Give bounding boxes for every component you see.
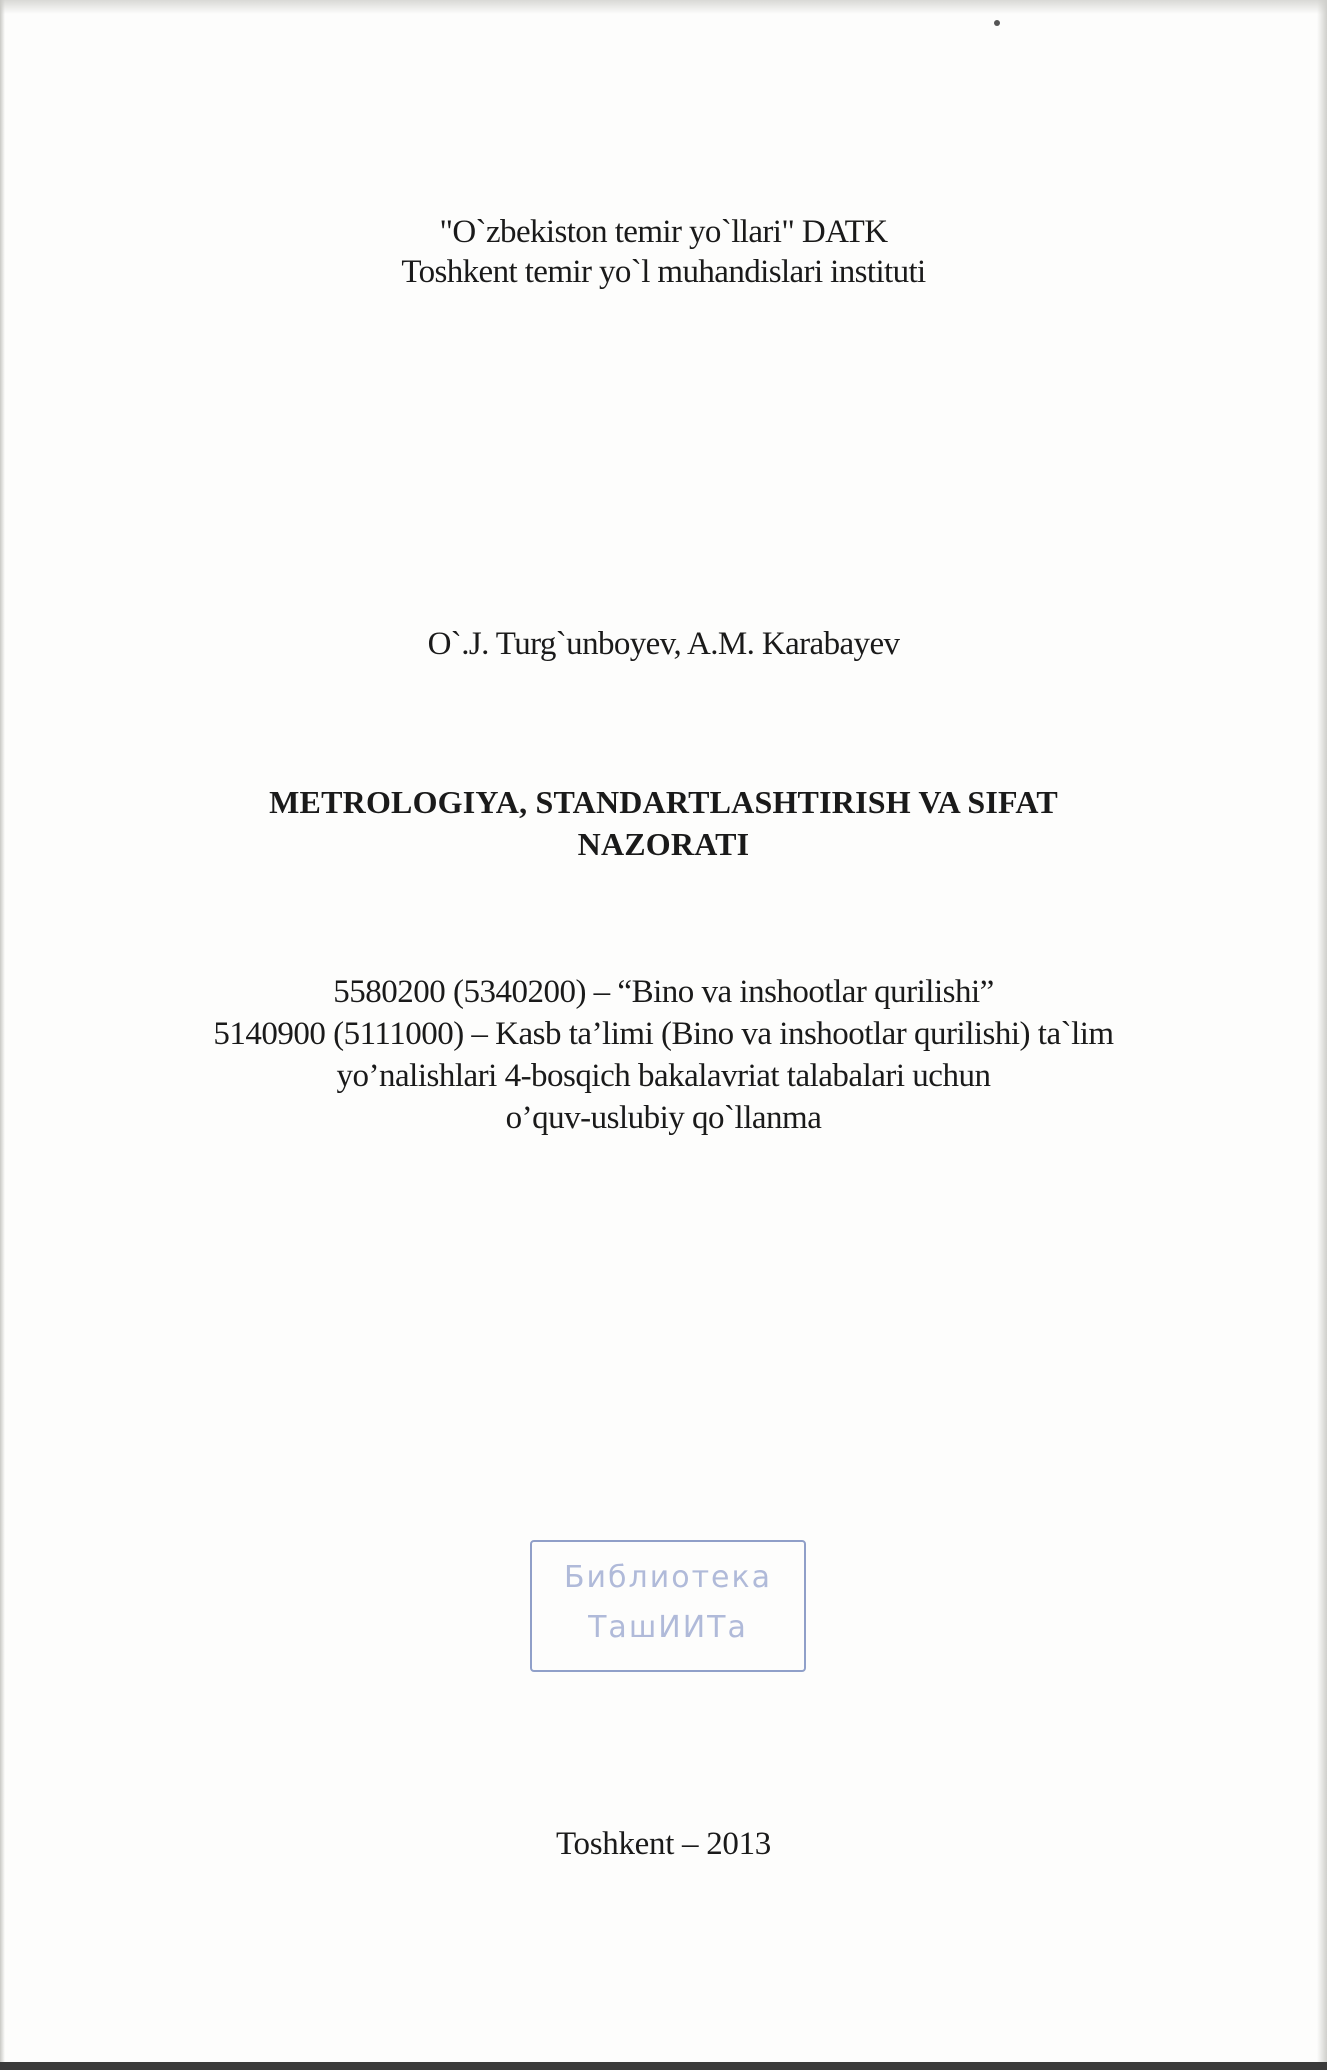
- authors: O`.J. Turg`unboyev, A.M. Karabayev: [427, 626, 900, 662]
- scan-edge-top: [0, 0, 1327, 14]
- description-line-4: o’quv-uslubiy qo`llanma: [505, 1100, 822, 1136]
- description-line-1: 5580200 (5340200) – “Bino va inshootlar qurilishi”: [333, 974, 994, 1010]
- stamp-line-2: ТашИИТа: [588, 1610, 748, 1645]
- place-and-year: Toshkent – 2013: [555, 1826, 771, 1862]
- organization-name: "O`zbekiston temir yo`llari" DATK: [439, 214, 888, 250]
- scan-speck: [994, 20, 1000, 26]
- scan-edge-bottom: [0, 2062, 1327, 2070]
- institute-name: Toshkent temir yo`l muhandislari instituti: [401, 254, 926, 290]
- description-line-2: 5140900 (5111000) – Kasb ta’limi (Bino va inshootlar qurilishi) ta`lim: [213, 1016, 1114, 1052]
- description-line-3: yo’nalishlari 4-bosqich bakalavriat talabalari uchun: [336, 1058, 991, 1094]
- book-title-line-2: NAZORATI: [577, 826, 750, 862]
- stamp-line-1: Библиотека: [563, 1560, 773, 1595]
- book-title-line-1: METROLOGIYA, STANDARTLASHTIRISH VA SIFAT: [269, 784, 1058, 820]
- library-stamp: [530, 1540, 806, 1672]
